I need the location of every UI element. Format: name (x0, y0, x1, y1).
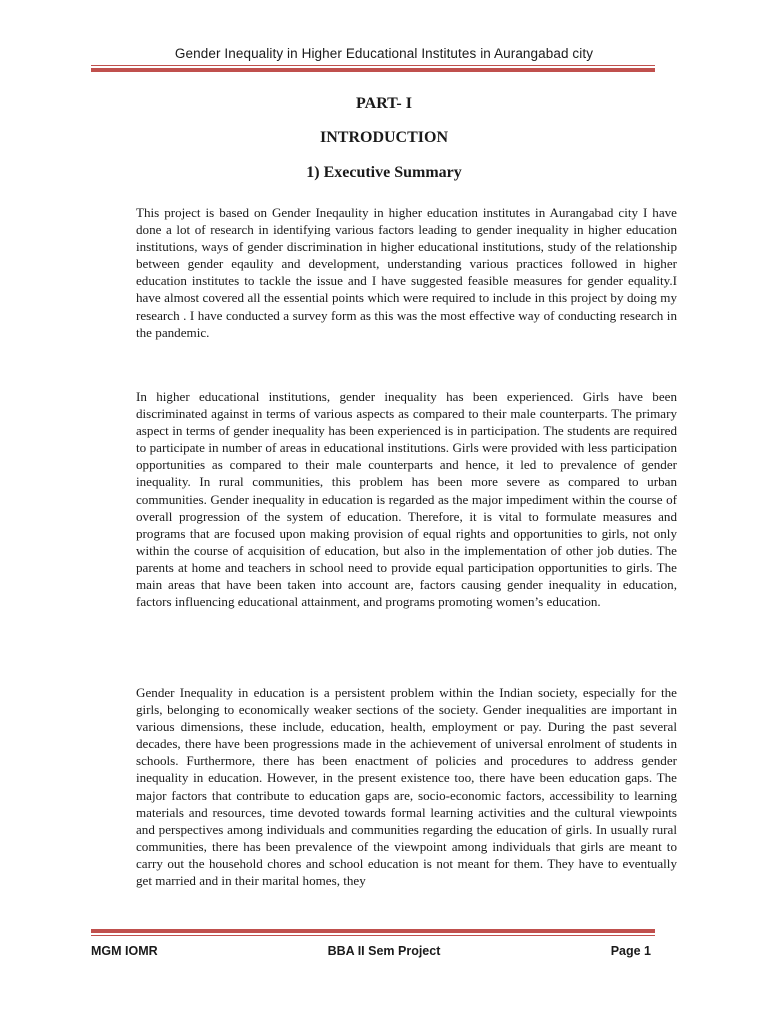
header-rule-thin (91, 65, 655, 66)
footer-project: BBA II Sem Project (327, 944, 441, 958)
part-heading: PART- I (356, 95, 412, 112)
paragraph-text: In higher educational institutions, gender inequality has been experienced. Girls have been discriminated against in terms of various aspects as compared to their male counterparts. The primary aspect in terms of gender inequality has been experienced is in participation. The students are required to participate in number of areas in educational institutions. Girls were provided with less participation opportunities as compared to their male counterparts and hence, it led to prevalence of gender inequality. In rural communities, this problem has been more severe as compared to urban communities. Gender inequality in education is regarded as the major impediment within the course of overall progression of the system of education. Therefore, it is vital to formulate measures and programs that are focused upon making provision of equal rights and opportunities to girls, not only within the course of acquisition of education, but also in the implementation of other job duties. The parents at home and teachers in school need to provide equal participation opportunities to girls. The main areas that have been taken into account are, factors causing gender inequality in education, factors influencing educational attainment, and programs promoting women’s education. (136, 389, 677, 610)
paragraph-3 (136, 684, 677, 889)
paragraph-1 (136, 204, 677, 341)
subsection-heading: 1) Executive Summary (306, 164, 462, 181)
header-rule-thick (91, 68, 655, 72)
footer-page-number: Page 1 (610, 944, 651, 958)
footer-institution: MGM IOMR (91, 944, 158, 958)
paragraph-2 (136, 388, 677, 610)
paragraph-text: This project is based on Gender Ineqaulity in higher education institutes in Aurangabad city I have done a lot of research in identifying various factors leading to gender inequality in higher education institutions, ways of gender discrimination in higher educational institutions, study of the relationship between gender eqaulity and development, understanding various practices followed in higher education institutes to tackle the issue and I have suggested feasible measures for gender equality.I have almost covered all the essential points which were required to include in this project by doing my research . I have conducted a survey form as this was the most effective way of conducting research in the pandemic. (136, 205, 677, 340)
paragraph-text: Gender Inequality in education is a persistent problem within the Indian society, especially for the girls, belonging to economically weaker sections of the society. Gender inequalities are important in various dimensions, these include, education, health, employment or pay. During the past several decades, there have been progressions made in the achievement of universal enrolment of students in schools. Furthermore, there has been enactment of policies and procedures to address gender inequality in education. However, in the present existence too, there have been education gaps. The major factors that contribute to education gaps are, socio-economic factors, accessibility to learning materials and resources, time devoted towards formal learning activities and the cultural viewpoints and perspectives among individuals and communities regarding the education of girls. In usually rural communities, there has been prevalence of the viewpoint among individuals that girls are meant to carry out the household chores and school education is not meant for them. They have to eventually get married and in their marital homes, they (136, 685, 677, 889)
footer-rule-thick (91, 929, 655, 933)
footer-rule-thin (91, 935, 655, 936)
running-header: Gender Inequality in Higher Educational Institutes in Aurangabad city (174, 46, 594, 61)
section-heading: INTRODUCTION (319, 129, 448, 146)
